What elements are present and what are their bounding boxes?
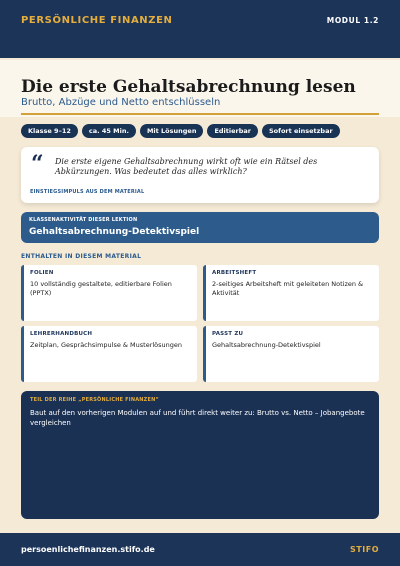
page-title: Die erste Gehaltsabrechnung lesen — [21, 77, 356, 97]
box-title: LEHRERHANDBUCH — [30, 331, 93, 337]
box-text: Zeitplan, Gesprächsimpulse & Musterlösungen — [30, 341, 183, 349]
box-text: 2-seitiges Arbeitsheft mit geleiteten Notizen & Aktivität — [212, 280, 364, 297]
box-title: ARBEITSHEFT — [212, 270, 257, 276]
page-header — [0, 0, 400, 58]
title-divider — [21, 113, 379, 115]
series-text: Baut auf den vorherigen Modulen auf und führt direkt weiter zu: Brutto vs. Netto – Jobangebote vergleichen — [30, 409, 365, 427]
tag-solutions: Mit Lösungen — [140, 124, 204, 138]
page-footer — [0, 533, 400, 566]
series-panel — [21, 391, 379, 519]
box-title: FOLIEN — [30, 270, 54, 276]
footer-url[interactable]: persoenlichefinanzen.stifo.de — [21, 545, 155, 554]
page-subtitle: Brutto, Abzüge und Netto entschlüsseln — [21, 97, 221, 108]
activity-label: KLASSENAKTIVITÄT DIESER LEKTION — [29, 217, 138, 223]
quote-card — [21, 147, 379, 203]
activity-banner — [21, 212, 379, 243]
quote-text: Die erste eigene Gehaltsabrechnung wirkt oft wie ein Rätsel des Abkürzungen. Was bedeutet das alles wirklich? — [55, 157, 318, 176]
content-box-matches — [203, 326, 379, 382]
quote-icon: “ — [31, 151, 44, 177]
box-title: PASST ZU — [212, 331, 244, 337]
content-box-slides — [21, 265, 197, 321]
quote-caption: EINSTIEGSIMPULS AUS DEM MATERIAL — [30, 189, 145, 195]
tag-ready: Sofort einsetzbar — [262, 124, 340, 138]
tag-list — [21, 124, 340, 138]
contents-heading: ENTHALTEN IN DIESEM MATERIAL — [21, 253, 142, 260]
tag-editable: Editierbar — [207, 124, 258, 138]
series-label: TEIL DER REIHE „PERSÖNLICHE FINANZEN“ — [30, 397, 159, 403]
box-text: Gehaltsabrechnung-Detektivspiel — [212, 341, 321, 349]
tag-grade: Klasse 9–12 — [21, 124, 78, 138]
activity-title: Gehaltsabrechnung-Detektivspiel — [29, 227, 200, 237]
tag-duration: ca. 45 Min. — [82, 124, 136, 138]
footer-brand: STIFO — [350, 545, 379, 554]
content-box-teacher-guide — [21, 326, 197, 382]
content-box-workbook — [203, 265, 379, 321]
module-number: MODUL 1.2 — [326, 16, 379, 25]
box-text: 10 vollständig gestaltete, editierbare Folien (PPTX) — [30, 280, 172, 297]
series-brand: PERSÖNLICHE FINANZEN — [21, 15, 173, 26]
